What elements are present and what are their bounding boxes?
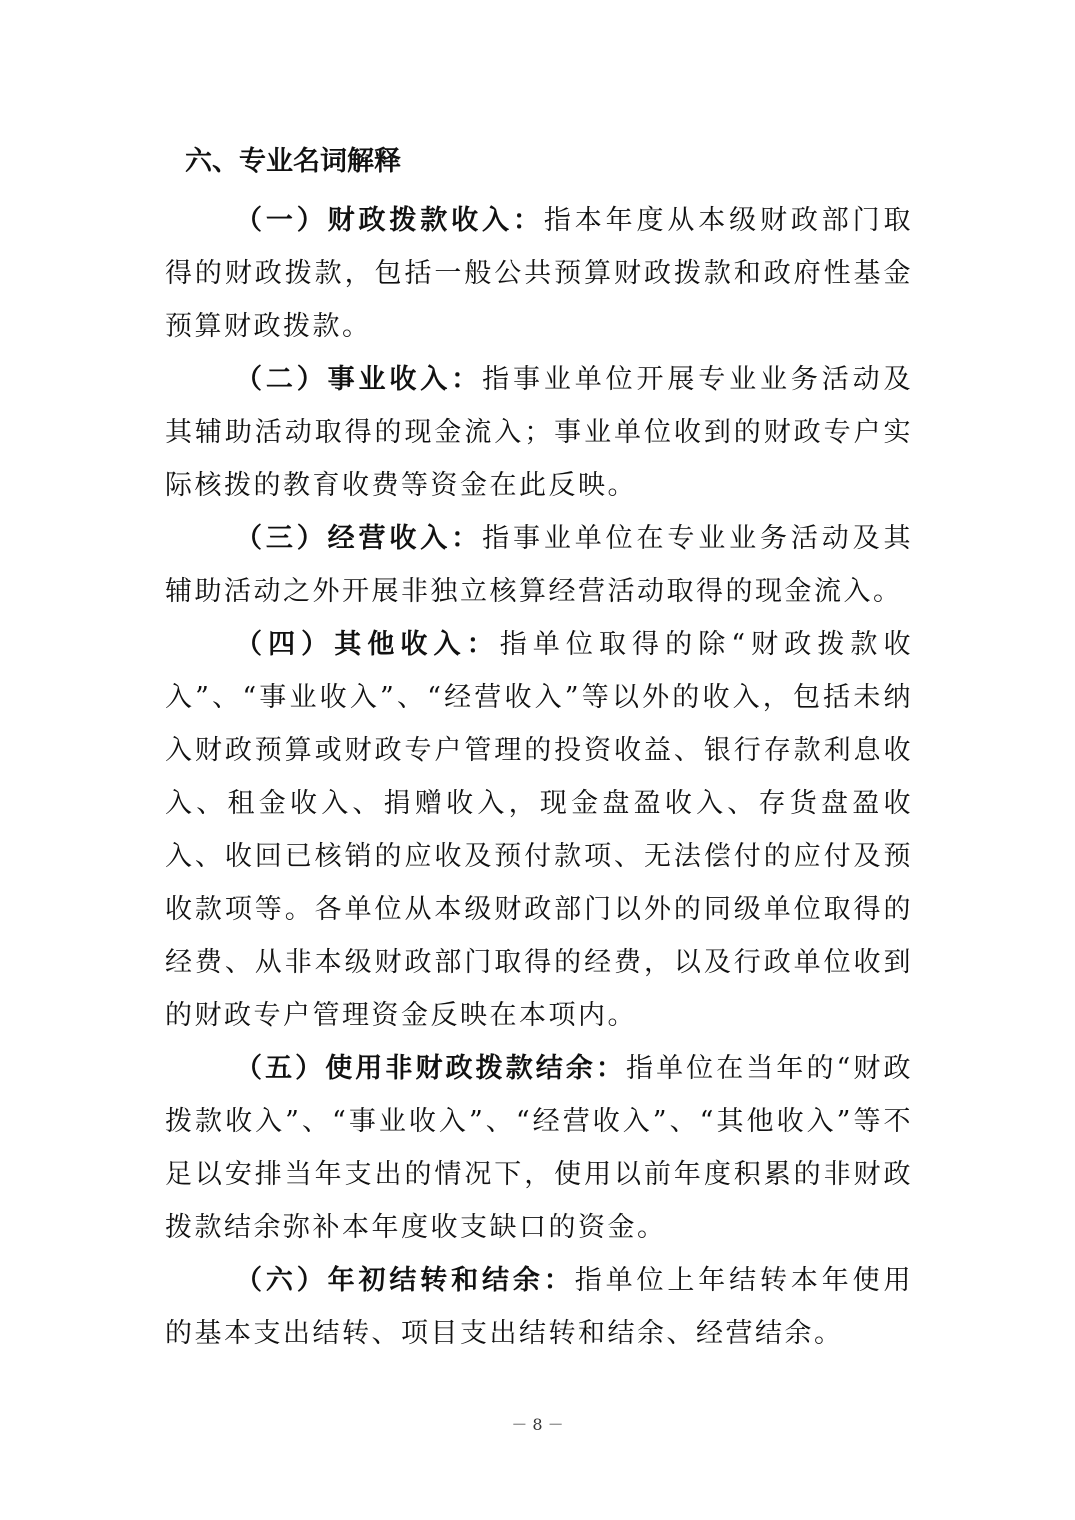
definition-term-5: （五）使用非财政拨款结余： <box>235 1053 626 1084</box>
definition-paragraph-2 <box>165 353 913 512</box>
definition-text-3: 指事业单位在专业业务活动及其辅助活动之外开展非独立核算经营活动取得的现金流入。 <box>165 523 914 607</box>
definition-paragraph-4 <box>165 618 913 1042</box>
definition-term-4: （四）其他收入： <box>235 629 500 660</box>
page-number: － 8 － <box>511 1415 564 1434</box>
definition-text-4: 指单位取得的除“财政拨款收入”、“事业收入”、“经营收入”等以外的收入，包括未纳入财政预算或财政专户管理的投资收益、银行存款利息收入、租金收入、捐赠收入，现金盘盈收入、存货盘盈收入、收回已核销的应收及预付款项、无法偿付的应付及预收款项等。各单位从本级财政部门以外的同级单位取得的经费、从非本级财政部门取得的经费，以及行政单位收到的财政专户管理资金反映在本项内。 <box>165 629 914 1031</box>
definition-paragraph-1 <box>165 194 913 353</box>
definition-term-2: （二）事业收入： <box>235 364 483 395</box>
section-heading: 六、专业名词解释 <box>185 146 401 177</box>
definition-paragraph-3 <box>165 512 913 618</box>
definition-paragraph-6 <box>165 1254 913 1360</box>
definition-text-1: 指本年度从本级财政部门取得的财政拨款，包括一般公共预算财政拨款和政府性基金预算财政拨款。 <box>165 205 914 342</box>
document-page <box>165 138 913 1360</box>
definition-term-3: （三）经营收入： <box>235 523 483 554</box>
definition-text-5: 指单位在当年的“财政拨款收入”、“事业收入”、“经营收入”、“其他收入”等不足以安排当年支出的情况下，使用以前年度积累的非财政拨款结余弥补本年度收支缺口的资金。 <box>165 1053 913 1243</box>
definition-paragraph-5 <box>165 1042 913 1254</box>
definition-text-2: 指事业单位开展专业业务活动及其辅助活动取得的现金流入；事业单位收到的财政专户实际核拨的教育收费等资金在此反映。 <box>165 364 914 501</box>
definition-text-6: 指单位上年结转本年使用的基本支出结转、项目支出结转和结余、经营结余。 <box>165 1265 914 1349</box>
definition-term-6: （六）年初结转和结余： <box>235 1265 575 1296</box>
definition-term-1: （一）财政拨款收入： <box>235 205 544 236</box>
